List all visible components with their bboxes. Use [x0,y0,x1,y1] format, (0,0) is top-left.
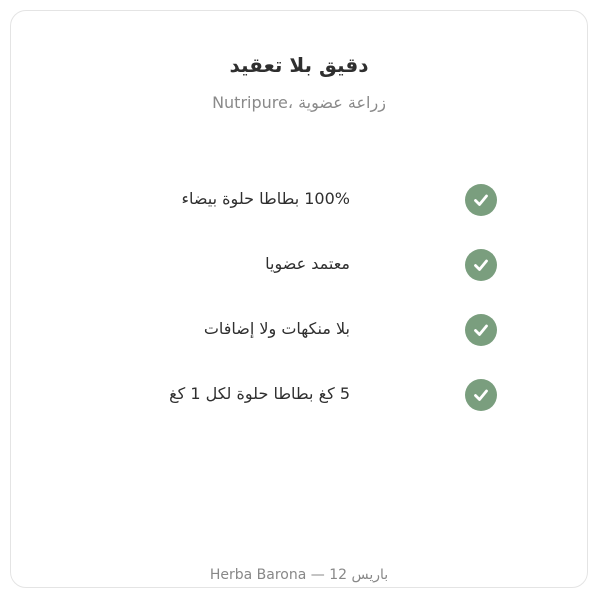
card-title: دقيق بلا تعقيد [229,53,369,77]
check-circle-icon [465,314,497,346]
footer-address: باريس 12 — Herba Barona [209,567,389,583]
feature-item [11,181,587,246]
feature-text: بلا منكهات ولا إضافات [203,319,350,338]
card-subtitle: زراعة عضوية ،Nutripure [212,93,386,112]
feature-list [11,181,587,441]
feature-text: معتمد عضويا [265,254,350,273]
feature-text: 100% بطاطا حلوة بيضاء [181,189,350,208]
check-circle-icon [465,379,497,411]
check-circle-icon [465,184,497,216]
check-circle-icon [465,249,497,281]
product-card [10,10,588,588]
feature-item [11,246,587,311]
feature-item [11,376,587,441]
feature-item [11,311,587,376]
feature-text: 5 كغ بطاطا حلوة لكل 1 كغ [169,384,350,403]
